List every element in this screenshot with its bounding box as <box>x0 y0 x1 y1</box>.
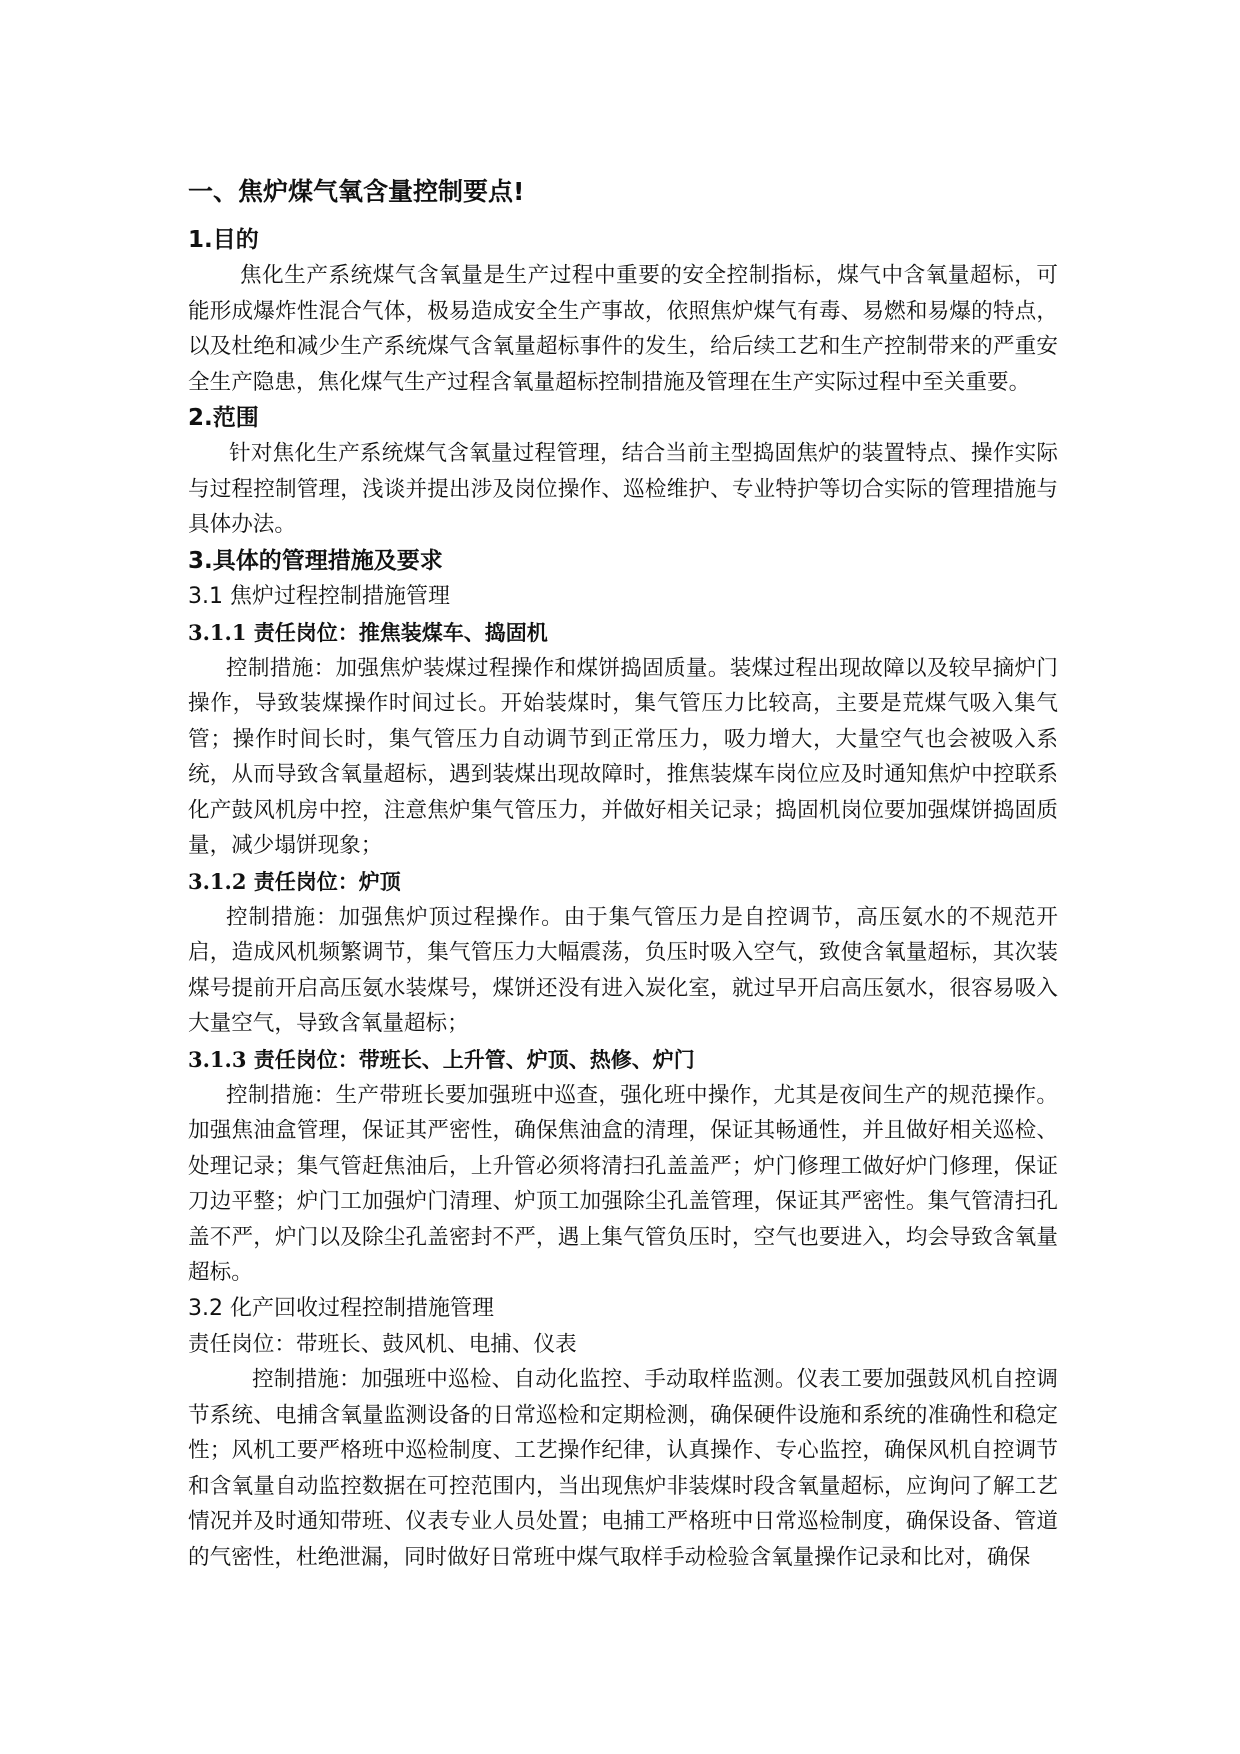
subsection-heading-3-1-2: 3.1.2 责任岗位：炉顶 <box>188 868 401 894</box>
subsection-heading-3-2: 3.2 化产回收过程控制措施管理 <box>188 1295 494 1321</box>
section-heading-purpose: 1.目的 <box>188 227 259 253</box>
subsection-heading-3-1: 3.1 焦炉过程控制措施管理 <box>188 583 450 609</box>
document-title: 一、焦炉煤气氧含量控制要点! <box>188 177 525 206</box>
document-page <box>188 170 1058 1575</box>
paragraph-3-1-3: 控制措施：生产带班长要加强班中巡查，强化班中操作，尤其是夜间生产的规范操作。加强焦油盒管理，保证其严密性，确保焦油盒的清理，保证其畅通性，并且做好相关巡检、处理记录；集气管赶焦油后，上升管必须将清扫孔盖盖严；炉门修理工做好炉门修理，保证刀边平整；炉门工加强炉门清理、炉顶工加强除尘孔盖管理，保证其严密性。集气管清扫孔盖不严，炉门以及除尘孔盖密封不严，遇上集气管负压时，空气也要进入，均会导致含氧量超标。 <box>188 1082 1058 1285</box>
paragraph-purpose: 焦化生产系统煤气含氧量是生产过程中重要的安全控制指标，煤气中含氧量超标，可能形成爆炸性混合气体，极易造成安全生产事故，依照焦炉煤气有毒、易燃和易爆的特点，以及杜绝和减少生产系统煤气含氧量超标事件的发生，给后续工艺和生产控制带来的严重安全生产隐患，焦化煤气生产过程含氧量超标控制措施及管理在生产实际过程中至关重要。 <box>188 263 1058 395</box>
paragraph-3-1-2: 控制措施：加强焦炉顶过程操作。由于集气管压力是自控调节，高压氨水的不规范开启，造成风机频繁调节，集气管压力大幅震荡，负压时吸入空气，致使含氧量超标，其次装煤号提前开启高压氨水装煤号，煤饼还没有进入炭化室，就过早开启高压氨水，很容易吸入大量空气，导致含氧量超标； <box>188 904 1058 1036</box>
subsection-heading-3-1-1: 3.1.1 责任岗位：推焦装煤车、捣固机 <box>188 619 548 645</box>
paragraph-3-2: 控制措施：加强班中巡检、自动化监控、手动取样监测。仪表工要加强鼓风机自控调节系统、电捕含氧量监测设备的日常巡检和定期检测，确保硬件设施和系统的准确性和稳定性；风机工要严格班中巡检制度、工艺操作纪律，认真操作、专心监控，确保风机自控调节和含氧量自动监控数据在可控范围内，当出现焦炉非装煤时段含氧量超标，应询问了解工艺情况并及时通知带班、仪表专业人员处置；电捕工严格班中日常巡检制度，确保设备、管道的气密性，杜绝泄漏，同时做好日常班中煤气取样手动检验含氧量操作记录和比对，确保 <box>188 1367 1058 1570</box>
section-heading-scope: 2.范围 <box>188 405 259 431</box>
paragraph-scope: 针对焦化生产系统煤气含氧量过程管理，结合当前主型捣固焦炉的装置特点、操作实际与过程控制管理，浅谈并提出涉及岗位操作、巡检维护、专业特护等切合实际的管理措施与具体办法。 <box>188 441 1058 537</box>
responsible-post-3-2: 责任岗位：带班长、鼓风机、电捕、仪表 <box>188 1331 577 1357</box>
section-heading-measures: 3.具体的管理措施及要求 <box>188 547 443 574</box>
paragraph-3-1-1: 控制措施：加强焦炉装煤过程操作和煤饼捣固质量。装煤过程出现故障以及较早摘炉门操作，导致装煤操作时间过长。开始装煤时，集气管压力比较高，主要是荒煤气吸入集气管；操作时间长时，集气管压力自动调节到正常压力，吸力增大，大量空气也会被吸入系统，从而导致含氧量超标，遇到装煤出现故障时，推焦装煤车岗位应及时通知焦炉中控联系化产鼓风机房中控，注意焦炉集气管压力，并做好相关记录；捣固机岗位要加强煤饼捣固质量，减少塌饼现象； <box>188 655 1058 858</box>
subsection-heading-3-1-3: 3.1.3 责任岗位：带班长、上升管、炉顶、热修、炉门 <box>188 1046 695 1072</box>
